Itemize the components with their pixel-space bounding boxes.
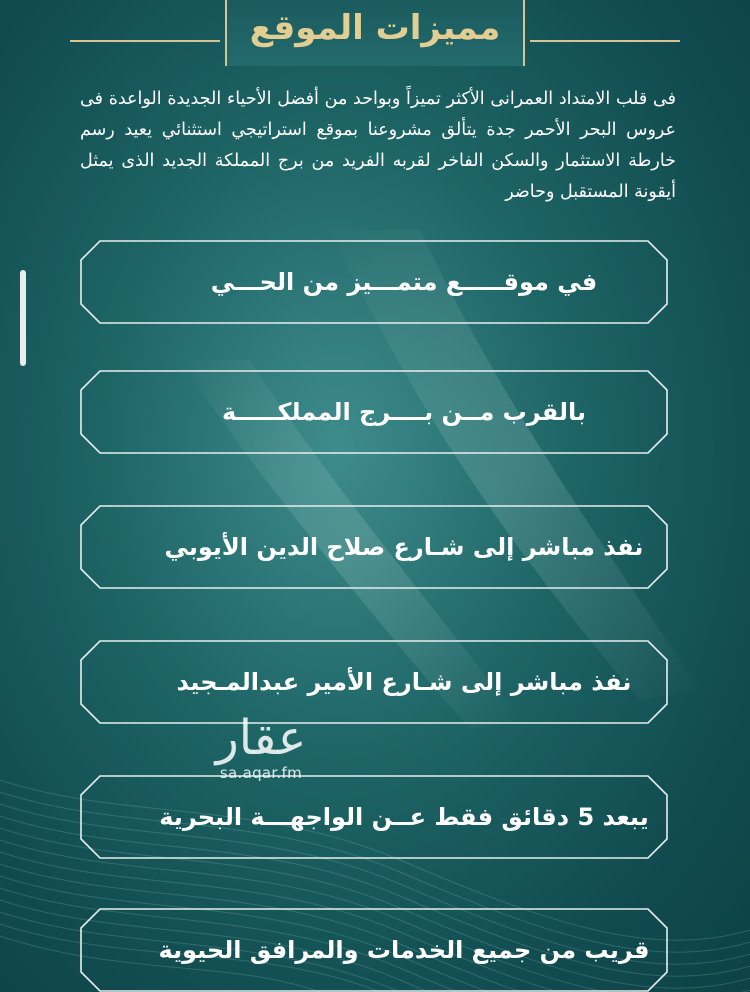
scrollbar-thumb[interactable] [20,270,26,366]
feature-card [80,505,668,589]
aqar-watermark [196,712,326,782]
feature-card [80,370,668,454]
feature-label: في موقـــــع متمـــيز من الحـــي [210,268,598,296]
feature-label: يبعد 5 دقائق فقط عــن الواجهـــة البحرية [159,803,649,831]
feature-label: بالقرب مــن بــــرج المملكـــــة [221,398,587,426]
watermark-brand: عقار [215,710,307,766]
watermark-url: sa.aqar.fm [219,764,303,782]
feature-card [80,240,668,324]
feature-card [80,775,668,859]
intro-paragraph: فى قلب الامتداد العمرانى الأكثر تميزاً وبواحد من أفضل الأحياء الجديدة الواعدة فى عروس البحر الأحمر جدة يتألق مشروعنا بموقع استراتيجي استثنائي يعيد رسم خارطة الاستثمار والسكن الفاخر لقربه الفريد من برج المملكة الجديد الذى يمثل أيقونة المستقبل وحاضر [80,89,676,202]
feature-card [80,640,668,724]
feature-label: نفذ مباشر إلى شـارع الأمير عبدالمـجيد [176,668,632,696]
feature-label: قريب من جميع الخدمات والمرافق الحيوية [158,936,650,964]
feature-label: نفذ مباشر إلى شـارع صلاح الدين الأيوبي [164,533,644,561]
feature-card [80,908,668,992]
page-title: مميزات الموقع [249,8,501,48]
